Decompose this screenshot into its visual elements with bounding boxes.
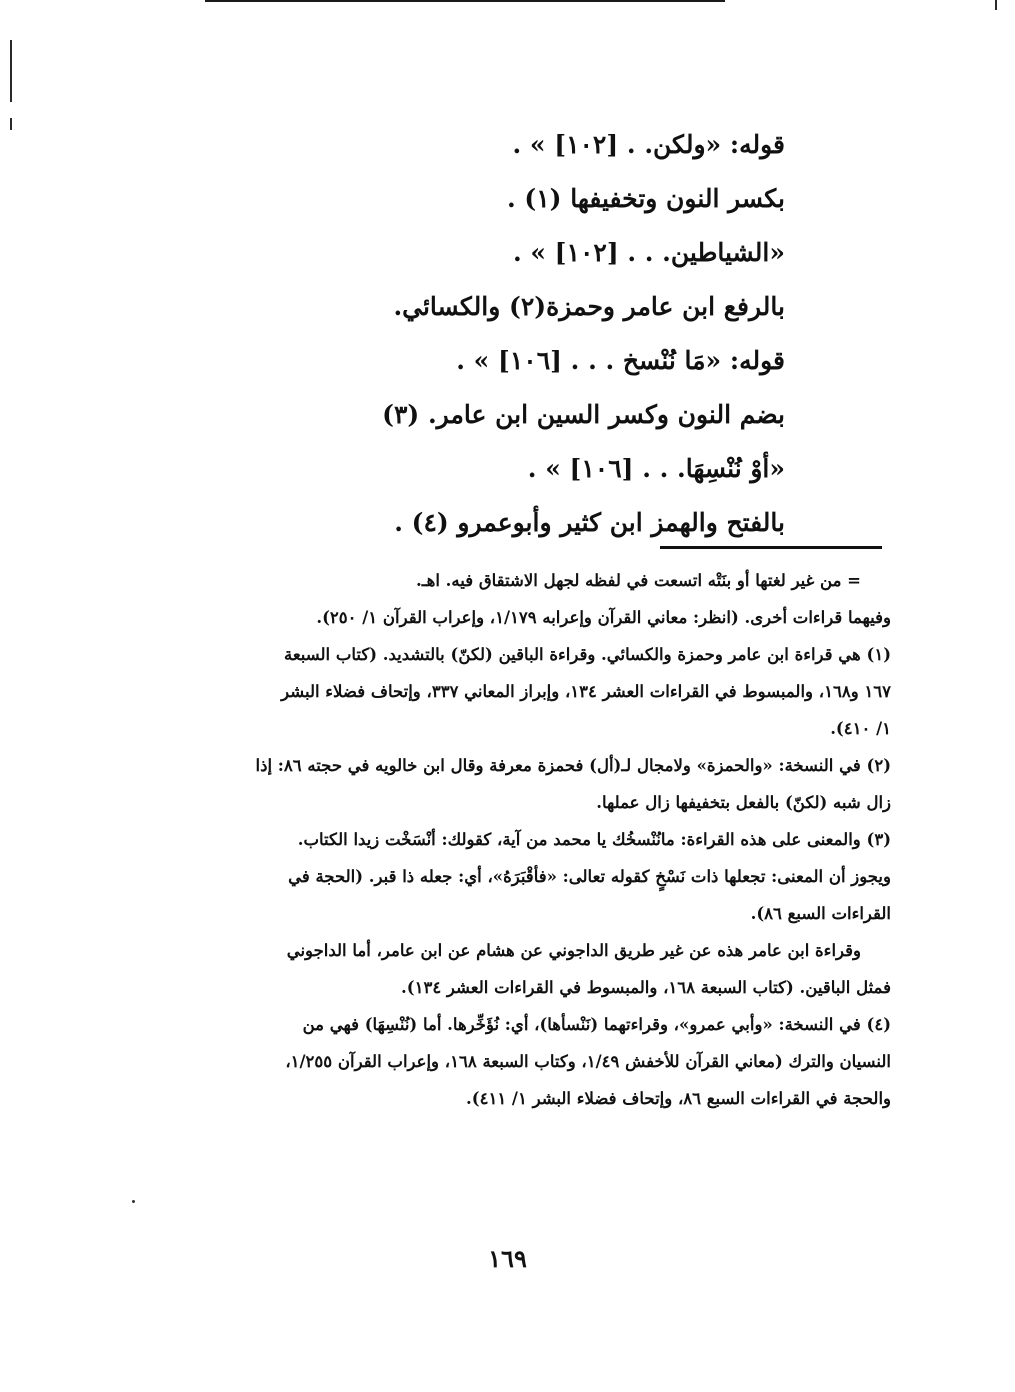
scan-edge-left-mark (10, 118, 12, 130)
main-line: بالفتح والهمز ابن كثير وأبوعمرو (٤) . (394, 508, 785, 537)
main-line: «أوْ نُنْسِهَا. . . [١٠٦] » . (527, 454, 785, 483)
footnotes-block (121, 562, 891, 1117)
footnote-line: فمثل الباقين. (كتاب السبعة ١٦٨، والمبسوط في القراءات العشر ١٣٤). (401, 978, 891, 997)
footnote-line: ١/ ٤١٠). (830, 719, 891, 738)
scan-edge-top (205, 0, 725, 2)
footnote-line: ١٦٧ و١٦٨، والمبسوط في القراءات العشر ١٣٤، وإبراز المعاني ٣٣٧، وإتحاف فضلاء البشر (281, 682, 891, 701)
footnote-line: القراءات السبع ٨٦). (750, 904, 891, 923)
page-number: ١٦٩ (488, 1244, 527, 1273)
footnote-line: والحجة في القراءات السبع ٨٦، وإتحاف فضلاء البشر ١/ ٤١١). (466, 1089, 891, 1108)
scan-edge-right (995, 0, 997, 10)
main-line: بالرفع ابن عامر وحمزة(٢) والكسائي. (393, 292, 785, 321)
footnote-line: (١) هي قراءة ابن عامر وحمزة والكسائي. وقراءة الباقين (لكنّ) بالتشديد. (كتاب السبعة (283, 645, 891, 664)
scan-edge-left (10, 40, 12, 102)
main-text-block (365, 118, 785, 550)
main-line: بضم النون وكسر السين ابن عامر. (٣) (382, 400, 785, 429)
footnote-line: (٤) في النسخة: «وأبي عمرو»، وقراءتهما (نَنْسأها)، أي: نُؤَخِّرها. أما (نُنْسِهَا) فهي من (302, 1015, 891, 1034)
footnote-line: = من غير لغتها أو بنَتْه اتسعت في لفظه لجهل الاشتقاق فيه. اهـ. (416, 571, 861, 590)
main-line: «الشياطين. . . [١٠٢] » . (512, 238, 785, 267)
footnote-line: (٢) في النسخة: «والحمزة» ولامجال لـ(أل) فحمزة معرفة وقال ابن خالويه في حجته ٨٦: إذا (255, 756, 891, 775)
footnote-line: وقراءة ابن عامر هذه عن غير طريق الداجوني عن هشام عن ابن عامر، أما الداجوني (286, 941, 861, 960)
main-line: قوله: «ولكن. . [١٠٢] » . (512, 130, 785, 159)
footnote-line: زال شبه (لكنّ) بالفعل بتخفيفها زال عملها. (596, 793, 891, 812)
footnote-line: ويجوز أن المعنى: تجعلها ذات نَسْخٍ كقوله تعالى: «فأقْبَرَهُ»، أي: جعله ذا قبر. (الحجة في (288, 867, 891, 886)
footnote-line: (٣) والمعنى على هذه القراءة: مانُنْسخُك يا محمد من آية، كقولك: أنْسَخْت زيدا الكتاب. (297, 830, 891, 849)
footnote-line: النسيان والترك (معاني القرآن للأخفش ١/٤٩، وكتاب السبعة ١٦٨، وإعراب القرآن ١/٢٥٥، (285, 1052, 891, 1071)
footnote-separator (660, 546, 882, 549)
footnote-line: وفيهما قراءات أخرى. (انظر: معاني القرآن وإعرابه ١/١٧٩، وإعراب القرآن ١/ ٢٥٠). (316, 608, 891, 627)
main-line: بكسر النون وتخفيفها (١) . (506, 184, 785, 213)
main-line: قوله: «مَا نُنْسخ . . . [١٠٦] » . (456, 346, 785, 375)
scan-speck (132, 1200, 135, 1203)
